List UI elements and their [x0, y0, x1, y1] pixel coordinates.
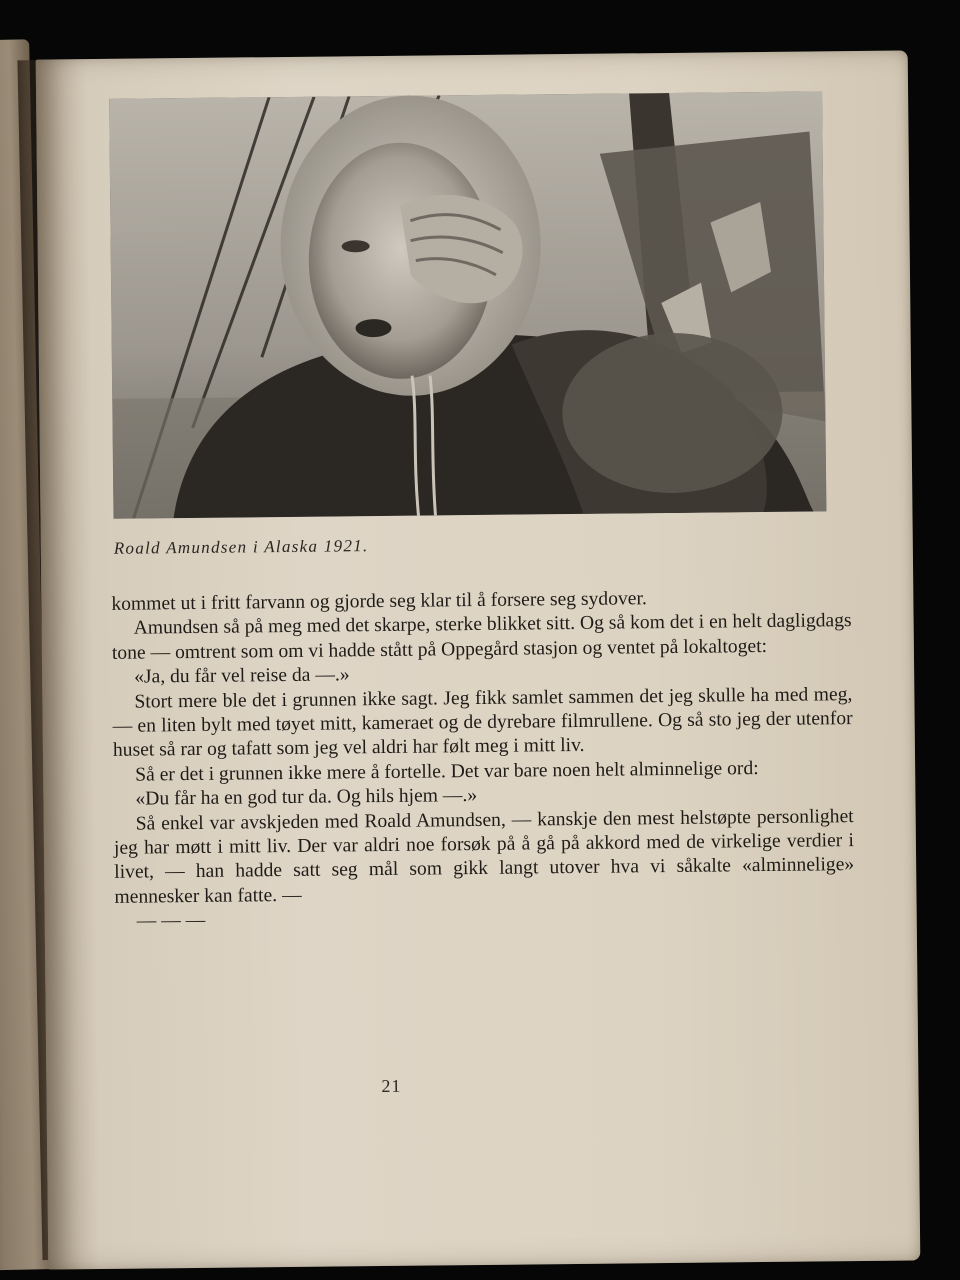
paragraph: «Ja, du får vel reise da —.» — [134, 664, 350, 688]
body-text — [111, 585, 855, 934]
section-break: — — — — [136, 910, 206, 932]
paragraph: Så er det i grunnen ikke mere å fortelle. Det var bare noen helt alminnelige ord: — [135, 757, 759, 786]
portrait-photo-graphic — [109, 91, 826, 518]
paragraph: Amundsen så på meg med det skarpe, sterke blikket sitt. Og så kom det i en helt dagligdags tone — omtrent som om vi hadde stått på Oppegård stasjon og ventet på lokaltoget: — [111, 610, 852, 664]
paragraph: «Du får ha en god tur da. Og hils hjem —.» — [135, 785, 478, 810]
book-page — [36, 50, 921, 1269]
paragraph: Stort mere ble det i grunnen ikke sagt. Jeg fikk samlet sammen det jeg skulle ha med meg, — en liten bylt med tøyet mitt, kameraet og de dyrebare filmrullene. Og så sto jeg der utenfor huset så rar og tafatt som jeg vel aldri har følt meg i mitt liv. — [112, 683, 853, 762]
portrait-photo — [109, 91, 826, 518]
paragraph: Så enkel var avskjeden med Roald Amundsen, — kanskje den mest helstøpte personlighet jeg har møtt i mitt liv. Der var aldri noe forsøk på å gå på akkord med de virkelige verdier i livet, — han hadde satt seg mål som gikk langt utover hva vi såkalte «alminnelige» mennesker kan fatte. — — [113, 805, 855, 908]
page-number: 21 — [381, 1075, 402, 1097]
photo-caption: Roald Amundsen i Alaska 1921. — [113, 536, 369, 558]
paragraph: kommet ut i fritt farvann og gjorde seg klar til å forsere seg sydover. — [111, 588, 647, 615]
